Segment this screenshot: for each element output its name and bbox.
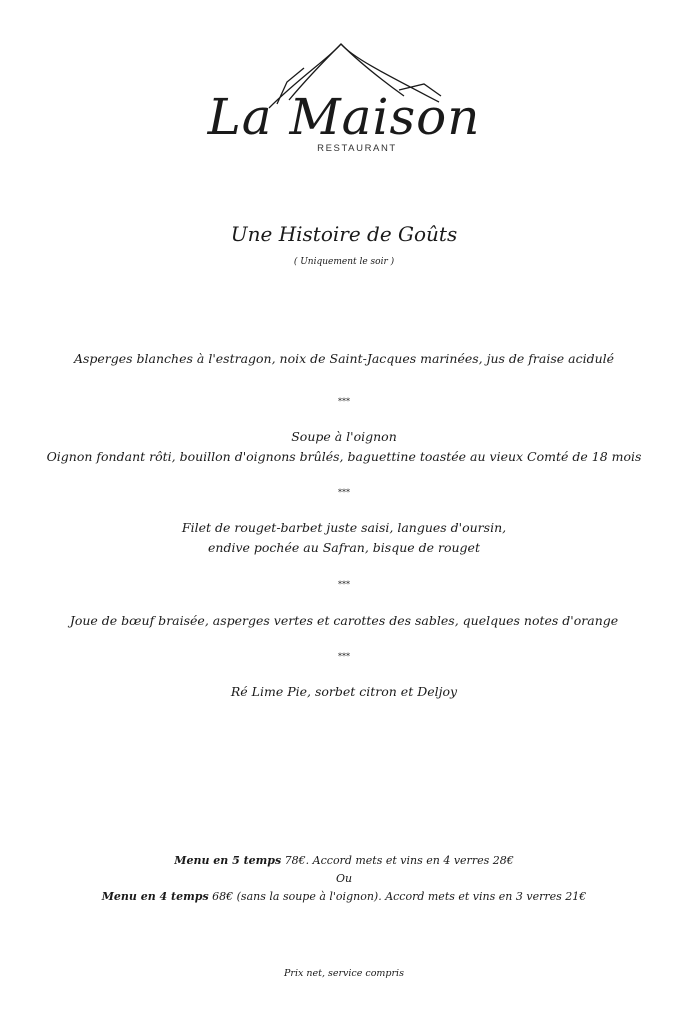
pricing-option-4 <box>0 888 688 906</box>
pricing-block <box>0 852 688 906</box>
course-line: Filet de rouget-barbet juste saisi, langues d'oursin, <box>181 520 507 535</box>
course-2 <box>0 427 688 467</box>
course-3 <box>0 518 688 558</box>
restaurant-logo <box>207 38 481 156</box>
logo-subtitle: RESTAURANT <box>317 143 397 154</box>
footer-note: Prix net, service compris <box>284 968 404 979</box>
pricing-option-5 <box>0 852 688 870</box>
pricing-label: Menu en 4 temps <box>101 890 209 903</box>
pricing-text: 68€ (sans la soupe à l'oignon). Accord mets et vins en 3 verres 21€ <box>208 890 587 903</box>
course-5 <box>0 682 688 702</box>
pricing-or: Ou <box>335 872 353 885</box>
menu-subtitle: ( Uniquement le soir ) <box>293 257 395 267</box>
menu-title: Une Histoire de Goûts <box>230 222 458 246</box>
course-separator: *** <box>338 397 350 406</box>
course-line: Soupe à l'oignon <box>291 429 397 444</box>
course-separator: *** <box>338 652 350 661</box>
course-1 <box>0 349 688 369</box>
course-line: Joue de bœuf braisée, asperges vertes et carottes des sables, quelques notes d'orange <box>69 613 619 628</box>
course-line: Oignon fondant rôti, bouillon d'oignons brûlés, baguettine toastée au vieux Comté de 18 mois <box>46 449 642 464</box>
course-line: Ré Lime Pie, sorbet citron et Deljoy <box>230 684 458 699</box>
course-4 <box>0 611 688 631</box>
pricing-label: Menu en 5 temps <box>174 854 282 867</box>
logo-name: La Maison <box>207 88 481 146</box>
course-line: Asperges blanches à l'estragon, noix de Saint-Jacques marinées, jus de fraise acidulé <box>73 351 615 366</box>
course-separator: *** <box>338 488 350 497</box>
course-line: endive pochée au Safran, bisque de rouget <box>208 540 480 555</box>
course-separator: *** <box>338 580 350 589</box>
pricing-text: 78€. Accord mets et vins en 4 verres 28€ <box>281 854 514 867</box>
